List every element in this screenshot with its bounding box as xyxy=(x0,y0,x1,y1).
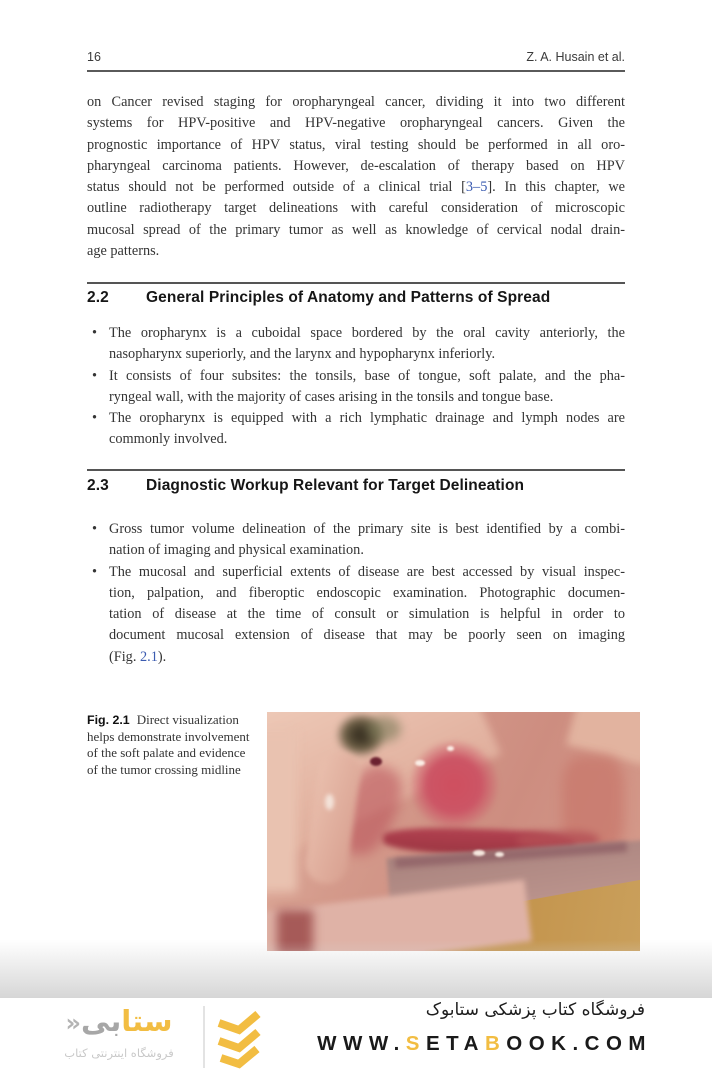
section-2-2-bullet-list xyxy=(87,323,625,451)
text-line: nasopharynx superiorly, and the larynx and hypopharynx inferiorly. xyxy=(109,346,496,363)
section-rule xyxy=(87,469,625,471)
photo-highlight xyxy=(415,760,425,766)
text-line: • Gross tumor volume delineation of the primary site is best identified by a combi- xyxy=(87,519,625,540)
text-line: prognostic importance of HPV status, viral testing should be performed in all oro- xyxy=(87,136,625,153)
url-segment: OOK.COM xyxy=(506,1032,652,1055)
store-name-persian: فروشگاه کتاب پزشکی ستابوک xyxy=(425,1000,645,1020)
text-line: status should not be performed outside of a clinical trial [3–5]. In this chapter, we xyxy=(87,179,625,196)
text-line: document mucosal extension of disease that may be poorly seen on imaging xyxy=(109,627,625,644)
running-head-author: Z. A. Husain et al. xyxy=(526,50,625,64)
photo-highlight xyxy=(447,746,454,751)
figure-photo-oral-cavity xyxy=(267,712,640,951)
url-segment-highlight: S xyxy=(405,1032,426,1055)
text-line: outline radiotherapy target delineations with careful consideration of microscopic xyxy=(87,200,625,217)
section-title: General Principles of Anatomy and Patterns of Spread xyxy=(146,289,551,306)
photo-region-tumor-erythema xyxy=(395,726,513,844)
text-line: • The oropharynx is a cuboidal space bordered by the oral cavity anteriorly, the xyxy=(87,323,625,344)
text-line: age patterns. xyxy=(87,243,160,260)
text-line: • The mucosal and superficial extents of disease are best accessed by visual inspec- xyxy=(87,562,625,583)
bookstore-footer xyxy=(0,998,712,1079)
text-line: ryngeal wall, with the majority of cases arising in the tonsils and tongue base. xyxy=(109,388,554,405)
cross-reference-link[interactable]: 2.1 xyxy=(139,648,158,665)
text-line: tation of disease at the time of consult or simulation is helpful in order to xyxy=(109,606,625,623)
text-line: (Fig. 2.1). xyxy=(109,648,167,665)
text-line: systems for HPV-positive and HPV-negative oropharyngeal cancers. Given the xyxy=(87,115,625,132)
section-2-2-heading xyxy=(87,289,625,307)
text-line: commonly involved. xyxy=(109,431,228,448)
photo-region-left-flesh xyxy=(267,732,297,892)
wordmark-grey-part: بی xyxy=(81,1004,122,1038)
text-line: nation of imaging and physical examination. xyxy=(109,542,364,559)
figure-label: Fig. 2.1 xyxy=(87,713,130,727)
logo-tagline: فروشگاه اینترنتی کتاب xyxy=(64,1046,174,1060)
section-number: 2.3 xyxy=(87,477,109,494)
section-rule xyxy=(87,282,625,284)
guillemet-mark: « xyxy=(65,1009,82,1037)
section-title: Diagnostic Workup Relevant for Target Delineation xyxy=(146,477,525,494)
intro-paragraph xyxy=(87,92,625,262)
section-2-3-heading xyxy=(87,477,625,495)
text-line: on Cancer revised staging for oropharyngeal cancer, dividing it into two different xyxy=(87,94,625,110)
page-header xyxy=(87,50,625,64)
text-line: • The oropharynx is equipped with a rich lymphatic drainage and lymph nodes are xyxy=(87,408,625,429)
page-bottom-shadow xyxy=(0,940,712,998)
text-line: tion, palpation, and fiberoptic endoscopic examination. Photographic documen- xyxy=(109,584,625,601)
text-line: • It consists of four subsites: the tonsils, base of tongue, soft palate, and the pha- xyxy=(87,366,625,387)
cross-reference-link[interactable]: 3–5 xyxy=(465,179,488,196)
wordmark-yellow-part: ستا xyxy=(121,1004,173,1038)
photo-highlight xyxy=(495,852,504,857)
photo-region-lesion-spot xyxy=(370,757,382,766)
figure-caption-text: Direct visualization helps demonstrate involvement of the soft palate and evidence of the tumor crossing midline xyxy=(87,712,250,777)
url-segment-highlight: B xyxy=(484,1032,507,1055)
page-number: 16 xyxy=(87,50,101,64)
text-line: mucosal spread of the primary tumor as well as knowledge of cervical nodal drain- xyxy=(87,221,625,238)
url-segment: WWW. xyxy=(317,1032,406,1055)
section-2-3-bullet-list xyxy=(87,519,625,668)
website-url[interactable] xyxy=(92,1032,652,1056)
header-rule xyxy=(87,70,625,72)
section-number: 2.2 xyxy=(87,289,109,306)
photo-highlight xyxy=(325,794,334,810)
photo-highlight xyxy=(473,850,485,856)
text-line: pharyngeal carcinoma patients. However, de-escalation of therapy based on HPV xyxy=(87,157,625,174)
url-segment: ETA xyxy=(425,1032,485,1055)
figure-caption xyxy=(87,712,255,778)
